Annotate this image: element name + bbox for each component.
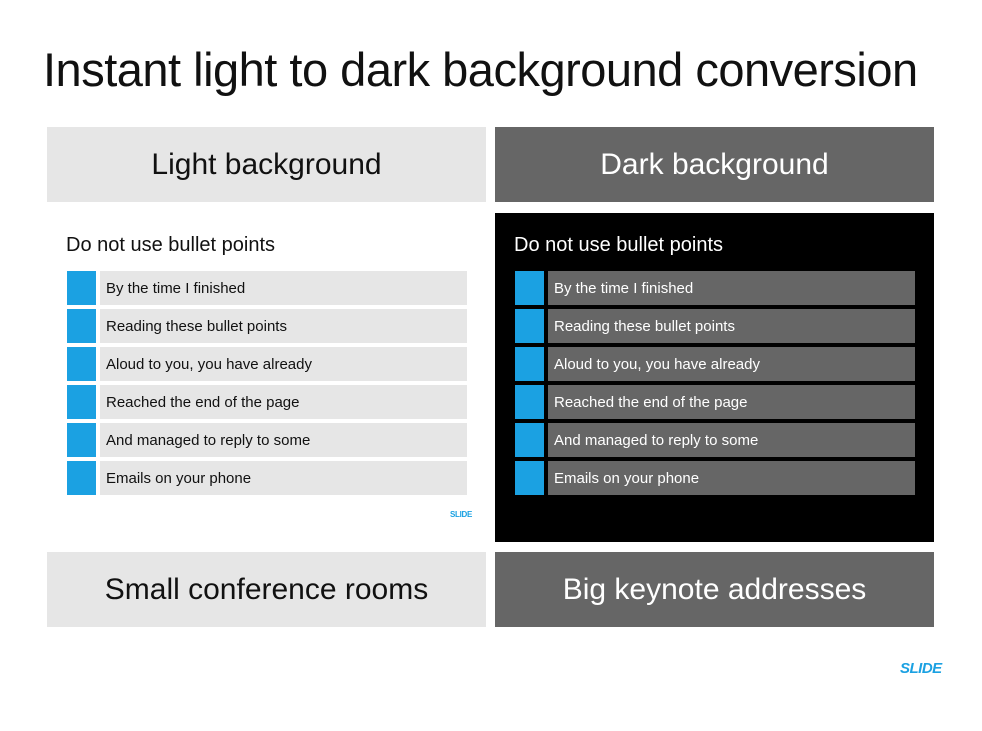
list-item [67, 271, 467, 305]
bullet-text: Reached the end of the page [100, 385, 467, 419]
list-item [67, 347, 467, 381]
bullet-square-icon [515, 461, 544, 495]
bullet-square-icon [515, 271, 544, 305]
bullet-text: Aloud to you, you have already [100, 347, 467, 381]
bullet-square-icon [515, 347, 544, 381]
bullet-text: Reading these bullet points [100, 309, 467, 343]
light-bullet-list [67, 271, 467, 499]
light-example-panel [47, 213, 486, 542]
bullet-text: By the time I finished [100, 271, 467, 305]
dark-panel-heading: Do not use bullet points [514, 234, 724, 256]
dark-background-label: Dark background [600, 147, 829, 181]
bullet-text: And managed to reply to some [548, 423, 915, 457]
bullet-square-icon [515, 309, 544, 343]
small-conference-rooms-label: Small conference rooms [104, 572, 429, 606]
bullet-text: Reading these bullet points [548, 309, 915, 343]
slide-title: Instant light to dark background conversion [43, 43, 918, 96]
bullet-square-icon [67, 271, 96, 305]
light-background-header [47, 127, 486, 202]
bullet-square-icon [67, 461, 96, 495]
big-keynote-addresses-label: Big keynote addresses [562, 572, 867, 606]
list-item [515, 309, 915, 343]
list-item [67, 385, 467, 419]
list-item [67, 309, 467, 343]
list-item [515, 423, 915, 457]
bullet-text: Aloud to you, you have already [548, 347, 915, 381]
bullet-square-icon [67, 347, 96, 381]
bullet-square-icon [67, 423, 96, 457]
list-item [515, 271, 915, 305]
list-item [67, 423, 467, 457]
big-keynote-addresses-box [495, 552, 934, 627]
bullet-square-icon [67, 385, 96, 419]
bullet-text: Emails on your phone [548, 461, 915, 495]
list-item [515, 385, 915, 419]
list-item [67, 461, 467, 495]
brand-logo: SLIDE [900, 660, 942, 677]
small-conference-rooms-box [47, 552, 486, 627]
bullet-square-icon [67, 309, 96, 343]
dark-example-panel [495, 213, 934, 542]
light-panel-heading: Do not use bullet points [66, 234, 276, 256]
bullet-square-icon [515, 385, 544, 419]
list-item [515, 347, 915, 381]
bullet-square-icon [515, 423, 544, 457]
dark-bullet-list [515, 271, 915, 499]
bullet-text: Emails on your phone [100, 461, 467, 495]
dark-background-header [495, 127, 934, 202]
bullet-text: And managed to reply to some [100, 423, 467, 457]
list-item [515, 461, 915, 495]
bullet-text: By the time I finished [548, 271, 915, 305]
bullet-text: Reached the end of the page [548, 385, 915, 419]
light-background-label: Light background [151, 147, 382, 181]
mini-logo: SLIDE [450, 510, 473, 519]
